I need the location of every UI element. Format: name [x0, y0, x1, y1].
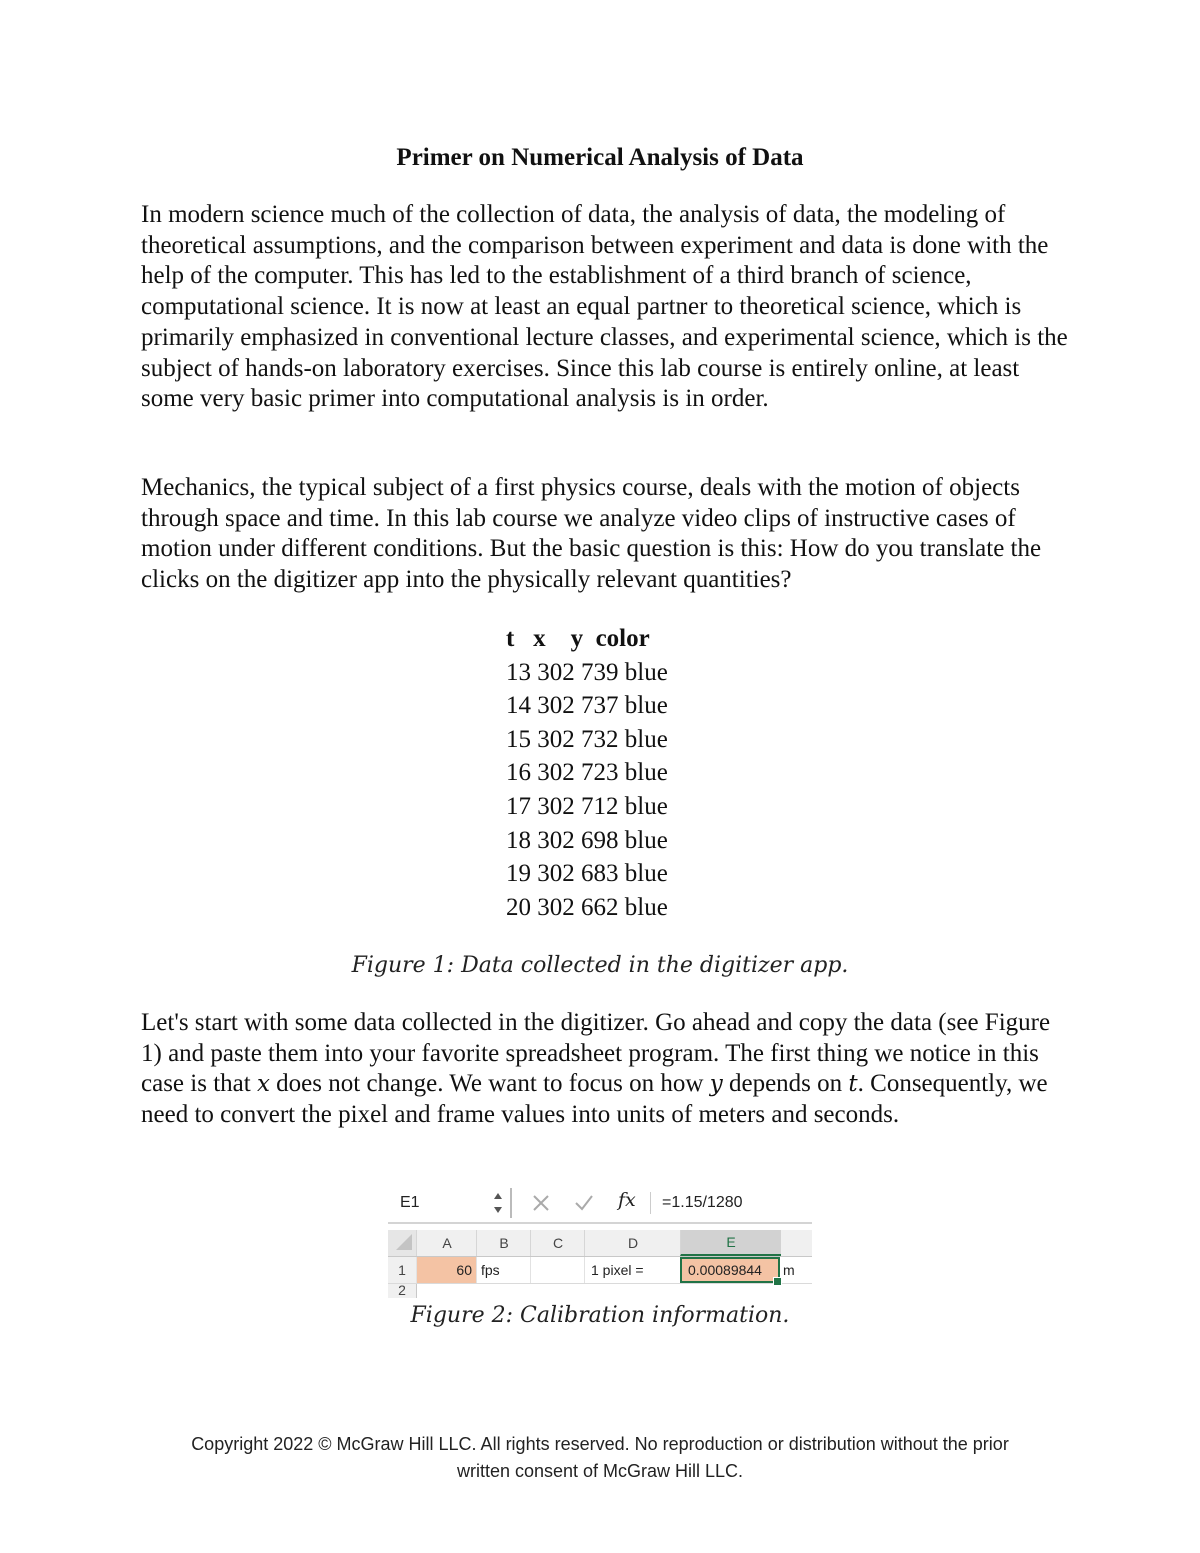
column-header-row	[388, 1230, 812, 1257]
paragraph3-text: depends on	[722, 1070, 849, 1098]
spreadsheet-figure	[388, 1186, 812, 1298]
paragraph3-text: does not change. We want to focus on how	[269, 1070, 710, 1098]
footer-line-2: written consent of McGraw Hill LLC.	[456, 1461, 744, 1481]
data-table-row: 13 302 739 blue	[506, 658, 668, 686]
paragraph3-text: . Consequently, we need to convert the pixel and frame values into units of meters and seconds.	[141, 1070, 1048, 1129]
variable-t: t	[848, 1071, 858, 1098]
column-header-d[interactable]: D	[584, 1230, 681, 1256]
spreadsheet-grid	[388, 1230, 812, 1298]
insert-function-icon[interactable]: fx	[618, 1189, 636, 1211]
row-header-1[interactable]: 1	[388, 1257, 417, 1283]
cell-c1[interactable]	[530, 1257, 584, 1283]
copyright-footer	[0, 1431, 1200, 1485]
spreadsheet-row-1	[388, 1257, 812, 1284]
digitizer-data-table	[506, 622, 668, 924]
select-all-icon	[396, 1234, 412, 1250]
data-table-row: 20 302 662 blue	[506, 893, 668, 921]
data-table-row: 17 302 712 blue	[506, 792, 668, 820]
document-title: Primer on Numerical Analysis of Data	[396, 144, 804, 171]
data-table-row: 15 302 732 blue	[506, 725, 668, 753]
spreadsheet-row-2	[388, 1284, 812, 1298]
data-table-row: 19 302 683 blue	[506, 860, 668, 888]
column-header-b[interactable]: B	[476, 1230, 531, 1256]
figure2-caption: Figure 2: Calibration information.	[410, 1303, 790, 1328]
formula-divider	[650, 1192, 651, 1214]
select-all-corner[interactable]	[388, 1230, 416, 1256]
data-table-row: 16 302 723 blue	[506, 759, 668, 787]
footer-line-1: Copyright 2022 © McGraw Hill LLC. All rights reserved. No reproduction or distribution without the prior	[191, 1434, 1009, 1454]
data-table-row: 18 302 698 blue	[506, 826, 668, 854]
cell-d1[interactable]: 1 pixel =	[584, 1257, 680, 1283]
cell-f1[interactable]: m	[783, 1262, 795, 1278]
cell-b1[interactable]: fps	[476, 1257, 530, 1283]
figure1-caption: Figure 1: Data collected in the digitizer app.	[351, 953, 849, 978]
row-header-2[interactable]: 2	[388, 1284, 417, 1298]
name-box[interactable]: E1	[400, 1194, 420, 1211]
variable-x: x	[256, 1071, 270, 1098]
formula-input[interactable]: =1.15/1280	[662, 1194, 743, 1211]
paragraph3-text: Let's start with some data collected in the digitizer. Go ahead and copy the data (see Figure 1) and paste them into your favorite spreadsheet program. The first thing we notice in this case is that	[141, 1009, 1051, 1098]
enter-check-icon[interactable]	[574, 1194, 594, 1212]
data-table-row: 14 302 737 blue	[506, 692, 668, 720]
cell-e1-selected[interactable]: 0.00089844	[680, 1257, 780, 1283]
cell-a1[interactable]: 60	[416, 1257, 476, 1283]
cancel-icon[interactable]	[532, 1194, 550, 1212]
spinner-arrows-icon[interactable]	[492, 1190, 504, 1216]
column-header-a[interactable]: A	[416, 1230, 477, 1256]
formula-bar-border	[388, 1222, 812, 1224]
formula-bar-divider	[510, 1188, 512, 1218]
mechanics-paragraph: Mechanics, the typical subject of a first physics course, deals with the motion of objects through space and time. In this lab course we analyze video clips of instructive cases of motion under different conditions. But the basic question is this: How do you translate the clicks on the digitizer app into the physically relevant quantities?	[141, 474, 1042, 594]
column-header-e[interactable]: E	[680, 1230, 781, 1256]
column-header-c[interactable]: C	[530, 1230, 585, 1256]
intro-paragraph: In modern science much of the collection of data, the analysis of data, the modeling of theoretical assumptions, and the comparison between experiment and data is done with the help of the computer. This has led to the establishment of a third branch of science, computational science. It is now at least an equal partner to theoretical science, which is primarily emphasized in conventional lecture classes, and experimental science, which is the subject of hands-on laboratory exercises. Since this lab course is entirely online, at least some very basic primer into computational analysis is in order.	[141, 201, 1068, 413]
variable-y: y	[709, 1071, 723, 1098]
formula-bar	[388, 1186, 812, 1222]
data-table-header: t x y color	[506, 625, 650, 652]
spreadsheet-paragraph	[141, 1008, 1071, 1131]
